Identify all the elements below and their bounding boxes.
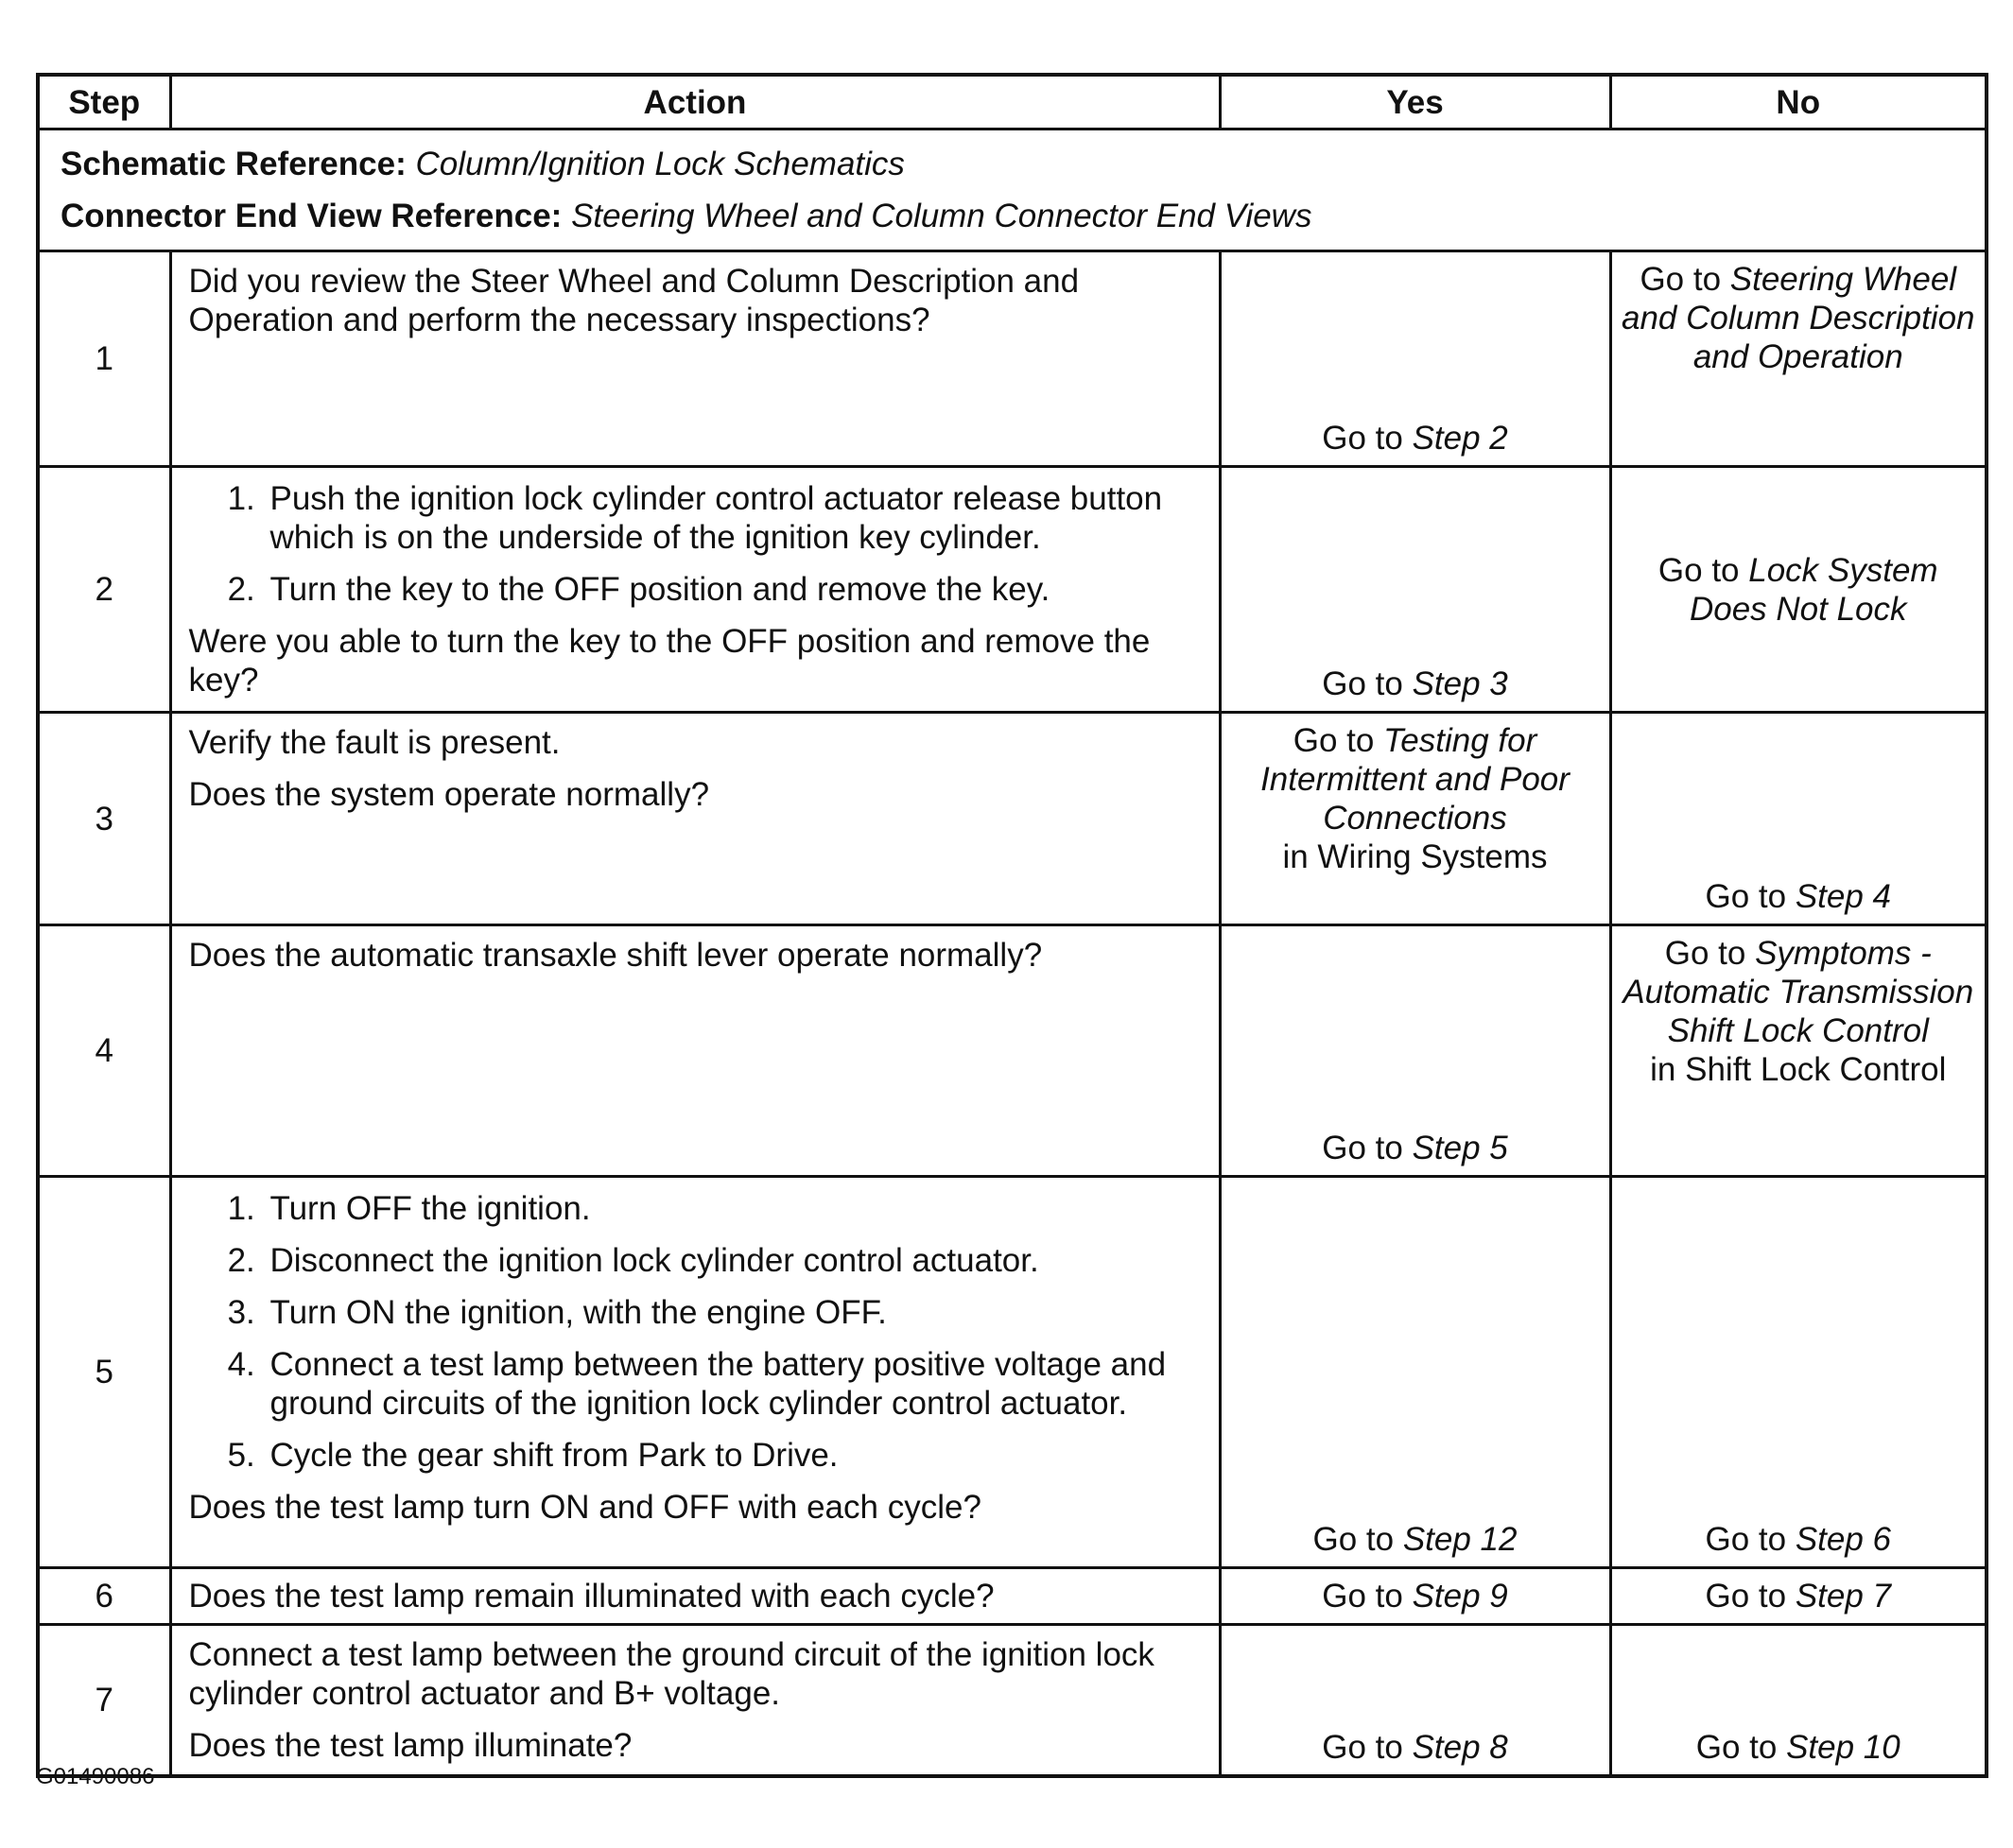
yes-prefix: Go to — [1322, 420, 1413, 457]
procedure-list — [189, 479, 1202, 609]
action-cell — [170, 467, 1220, 713]
no-cell — [1610, 1177, 1987, 1568]
action-question: Does the system operate normally? — [188, 776, 710, 813]
list-item: 3. Turn ON the ignition, with the engine OFF. — [265, 1293, 1202, 1332]
step-number: 7 — [38, 1625, 170, 1777]
no-cell — [1610, 925, 1987, 1177]
table-row — [38, 1177, 1987, 1568]
procedure-list — [189, 1189, 1202, 1475]
no-prefix: Go to — [1664, 935, 1756, 972]
header-yes: Yes — [1220, 75, 1610, 130]
yes-link[interactable]: Step 3 — [1412, 665, 1508, 702]
no-link[interactable]: Steering Wheel and Column Description and Operation — [1621, 261, 1975, 375]
action-cell — [170, 925, 1220, 1177]
no-link[interactable]: Symptoms - Automatic Transmission Shift Lock Control — [1623, 935, 1974, 1049]
no-prefix: Go to — [1657, 551, 1749, 589]
list-item: 2. Turn the key to the OFF position and remove the key. — [265, 570, 1202, 609]
yes-prefix: Go to — [1322, 665, 1413, 702]
figure-id: G01490086 — [36, 1764, 155, 1789]
action-question: Did you review the Steer Wheel and Column Description and Operation and perform the necessary inspections? — [188, 263, 1080, 338]
action-question: Were you able to turn the key to the OFF position and remove the key? — [188, 623, 1151, 699]
yes-cell — [1220, 925, 1610, 1177]
action-cell — [170, 251, 1220, 467]
no-cell — [1610, 1625, 1987, 1777]
yes-link[interactable]: Step 9 — [1412, 1578, 1508, 1615]
yes-cell — [1220, 1177, 1610, 1568]
yes-cell — [1220, 467, 1610, 713]
yes-cell — [1220, 1568, 1610, 1625]
action-cell — [170, 1177, 1220, 1568]
yes-suffix: in Wiring Systems — [1282, 838, 1548, 875]
yes-link[interactable]: Step 12 — [1402, 1521, 1518, 1558]
no-cell — [1610, 713, 1987, 925]
step-number: 5 — [38, 1177, 170, 1568]
list-item: 1. Turn OFF the ignition. — [265, 1189, 1202, 1228]
reference-cell — [38, 130, 1987, 251]
connector-reference — [61, 190, 1964, 242]
no-prefix: Go to — [1705, 878, 1796, 915]
action-instruction: Verify the fault is present. — [188, 724, 561, 761]
no-suffix: in Shift Lock Control — [1650, 1051, 1947, 1088]
yes-cell — [1220, 251, 1610, 467]
yes-prefix: Go to — [1322, 1729, 1413, 1766]
no-prefix: Go to — [1705, 1521, 1796, 1558]
action-question: Does the test lamp remain illuminated with each cycle? — [188, 1578, 995, 1615]
yes-cell — [1220, 1625, 1610, 1777]
step-number: 2 — [38, 467, 170, 713]
table-row — [38, 925, 1987, 1177]
table-row — [38, 251, 1987, 467]
schematic-reference-link[interactable]: Column/Ignition Lock Schematics — [415, 146, 905, 182]
diagnostic-table — [36, 73, 1988, 1778]
no-link[interactable]: Step 7 — [1795, 1578, 1892, 1615]
connector-reference-link[interactable]: Steering Wheel and Column Connector End Views — [571, 198, 1312, 234]
action-cell — [170, 1625, 1220, 1777]
no-prefix: Go to — [1640, 261, 1730, 298]
reference-row — [38, 130, 1987, 251]
table-row — [38, 713, 1987, 925]
table-row — [38, 467, 1987, 713]
yes-prefix: Go to — [1312, 1521, 1403, 1558]
no-link[interactable]: Step 10 — [1786, 1729, 1900, 1766]
no-link[interactable]: Lock System Does Not Lock — [1689, 551, 1938, 628]
table-row — [38, 1625, 1987, 1777]
action-question: Does the test lamp illuminate? — [188, 1727, 633, 1764]
yes-link[interactable]: Testing for Intermittent and Poor Connections — [1260, 722, 1570, 837]
yes-prefix: Go to — [1293, 722, 1384, 759]
yes-link[interactable]: Step 8 — [1412, 1729, 1508, 1766]
connector-reference-label: Connector End View Reference: — [61, 198, 563, 234]
list-item: 1. Push the ignition lock cylinder control actuator release button which is on the underside of the ignition key cylinder. — [265, 479, 1202, 557]
no-prefix: Go to — [1705, 1578, 1796, 1615]
no-cell — [1610, 251, 1987, 467]
no-cell — [1610, 1568, 1987, 1625]
yes-prefix: Go to — [1322, 1130, 1413, 1166]
yes-link[interactable]: Step 5 — [1412, 1130, 1508, 1166]
action-cell — [170, 1568, 1220, 1625]
list-item: 2. Disconnect the ignition lock cylinder control actuator. — [265, 1241, 1202, 1280]
schematic-reference — [61, 138, 1964, 190]
step-number: 3 — [38, 713, 170, 925]
action-question: Does the automatic transaxle shift lever operate normally? — [188, 937, 1043, 974]
schematic-reference-label: Schematic Reference: — [61, 146, 407, 182]
action-instruction: Connect a test lamp between the ground circuit of the ignition lock cylinder control actuator and B+ voltage. — [188, 1636, 1154, 1712]
step-number: 6 — [38, 1568, 170, 1625]
yes-cell — [1220, 713, 1610, 925]
action-question: Does the test lamp turn ON and OFF with each cycle? — [188, 1489, 981, 1526]
no-cell — [1610, 467, 1987, 713]
step-number: 4 — [38, 925, 170, 1177]
table-row — [38, 1568, 1987, 1625]
list-item: 5. Cycle the gear shift from Park to Drive. — [265, 1436, 1202, 1475]
list-item: 4. Connect a test lamp between the battery positive voltage and ground circuits of the ignition lock cylinder control actuator. — [265, 1345, 1202, 1423]
table-header-row — [38, 75, 1987, 130]
action-cell — [170, 713, 1220, 925]
no-prefix: Go to — [1695, 1729, 1787, 1766]
header-no: No — [1610, 75, 1987, 130]
no-link[interactable]: Step 6 — [1795, 1521, 1892, 1558]
step-number: 1 — [38, 251, 170, 467]
header-action: Action — [170, 75, 1220, 130]
no-link[interactable]: Step 4 — [1795, 878, 1892, 915]
yes-prefix: Go to — [1322, 1578, 1413, 1615]
header-step: Step — [38, 75, 170, 130]
yes-link[interactable]: Step 2 — [1412, 420, 1508, 457]
